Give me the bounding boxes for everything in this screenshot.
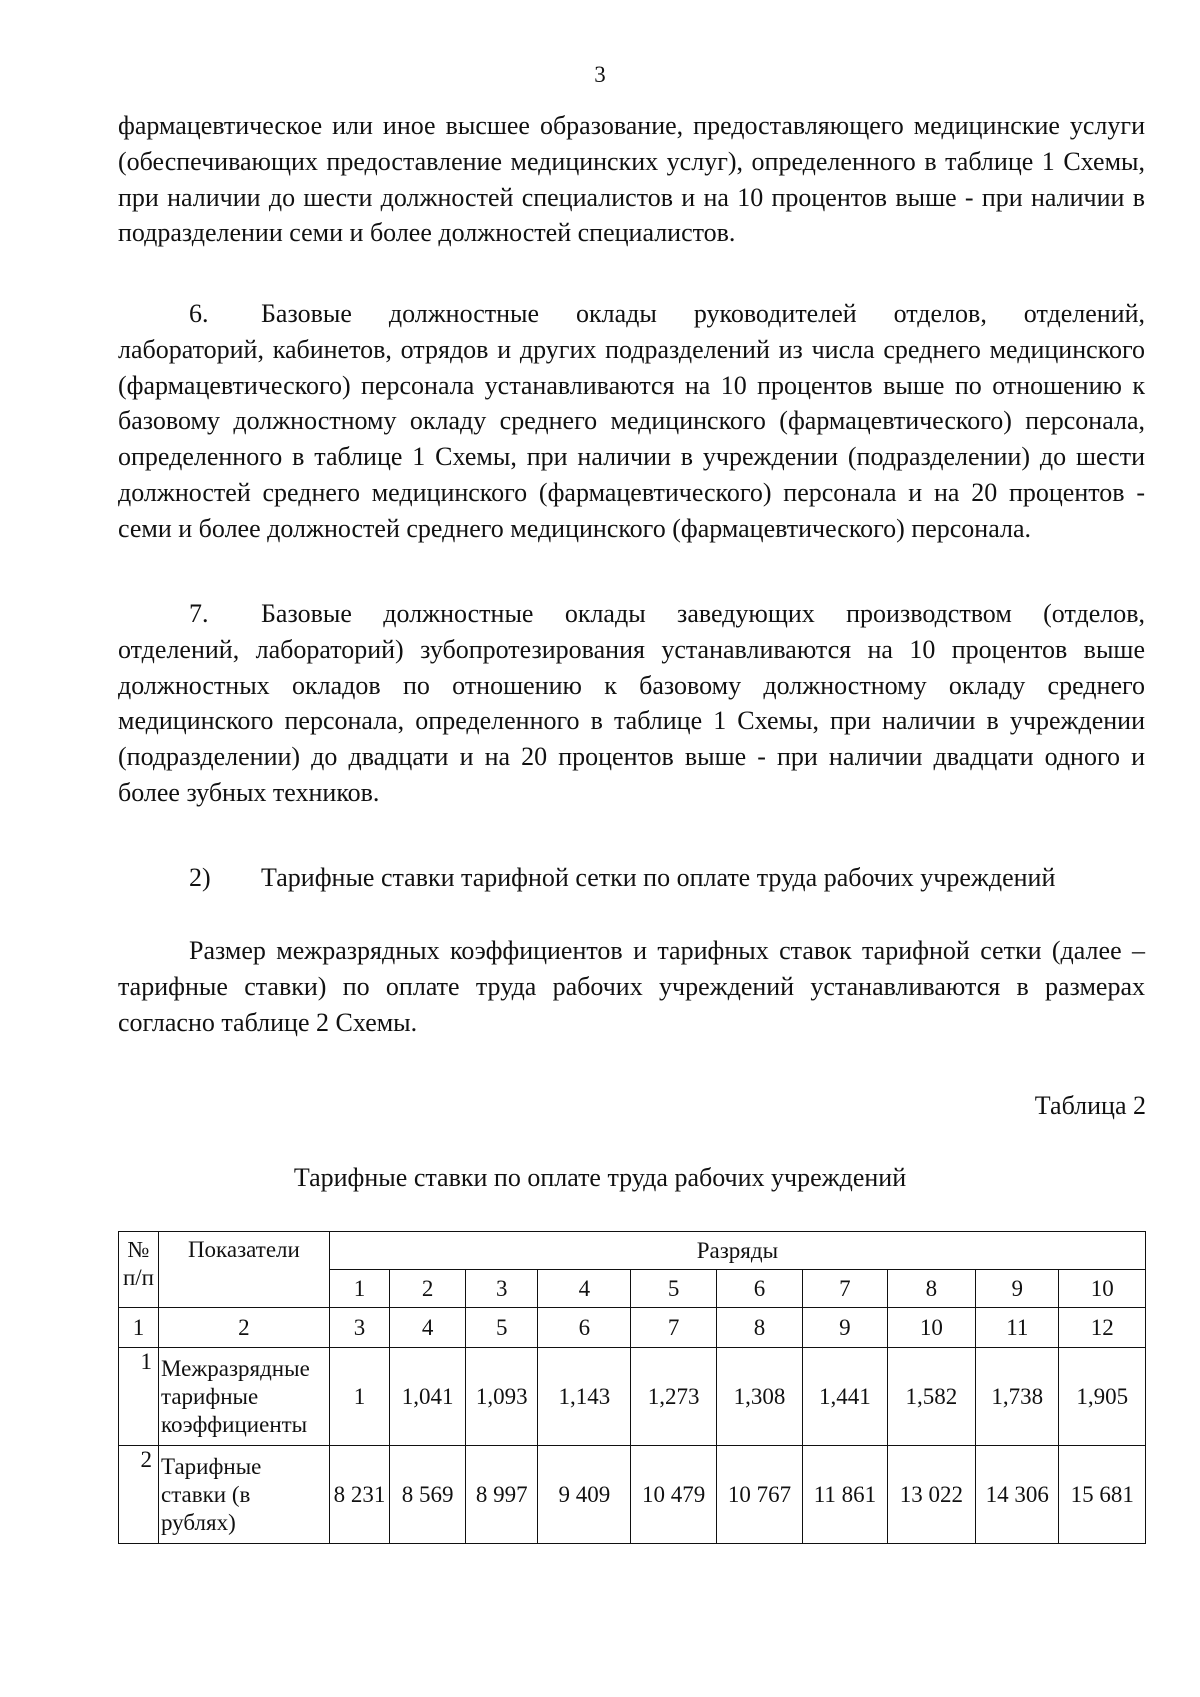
table-title: Тарифные ставки по оплате труда рабочих учреждений	[293, 1163, 907, 1192]
section-2-title: Тарифные ставки тарифной сетки по оплате труда рабочих учреждений	[261, 863, 1056, 892]
index-cell: 12	[1059, 1308, 1146, 1348]
grade-cell: 3	[465, 1270, 537, 1308]
table-row	[119, 1348, 1146, 1446]
page-number: 3	[594, 62, 606, 87]
value-cell: 1,093	[465, 1348, 537, 1446]
paragraph-continuation: фармацевтическое или иное высшее образование, предоставляющего медицинские услуги (обеспечивающих предоставление медицинских услуг), определенного в таблице 1 Схемы, при наличии до шести должностей специалистов и на 10 процентов выше - при наличии в подразделении семи и более должностей специалистов.	[118, 111, 1145, 248]
index-cell: 9	[803, 1308, 887, 1348]
grade-cell: 1	[329, 1270, 390, 1308]
index-cell: 5	[465, 1308, 537, 1348]
table-label: Таблица 2	[1034, 1091, 1146, 1120]
value-cell: 13 022	[887, 1446, 976, 1544]
col-indicator-header: Показатели	[158, 1232, 329, 1308]
value-cell: 10 479	[631, 1446, 716, 1544]
row-number-cell: 2	[119, 1446, 159, 1544]
section-2-heading	[189, 860, 1055, 896]
index-cell: 11	[976, 1308, 1059, 1348]
value-cell: 1	[329, 1348, 390, 1446]
rates-table	[118, 1231, 1146, 1544]
section-2-number: 2)	[189, 863, 211, 892]
value-cell: 1,041	[390, 1348, 466, 1446]
value-cell: 1,308	[716, 1348, 802, 1446]
table-header-row	[119, 1232, 1146, 1270]
index-cell: 10	[887, 1308, 976, 1348]
col-no-header: № п/п	[119, 1232, 159, 1308]
value-cell: 1,441	[803, 1348, 887, 1446]
value-cell: 1,582	[887, 1348, 976, 1446]
intro-paragraph: Размер межразрядных коэффициентов и тарифных ставок тарифной сетки (далее – тарифные ставки) по оплате труда рабочих учреждений устанавливаются в размерах согласно таблице 2 Схемы.	[118, 936, 1145, 1037]
indicator-cell: Тарифные ставки (в рублях)	[158, 1446, 329, 1544]
index-cell: 7	[631, 1308, 716, 1348]
index-cell: 8	[716, 1308, 802, 1348]
value-cell: 8 569	[390, 1446, 466, 1544]
item-7-number: 7.	[189, 599, 209, 628]
index-cell: 4	[390, 1308, 466, 1348]
value-cell: 8 231	[329, 1446, 390, 1544]
item-7-paragraph	[118, 596, 1145, 811]
item-7-text: Базовые должностные оклады заведующих производством (отделов, отделений, лабораторий) зубопротезирования устанавливаются на 10 процентов выше должностных окладов по отношению к базовому должностному окладу среднего медицинского персонала, определенного в таблице 1 Схемы, при наличии в учреждении (подразделении) до двадцати и на 20 процентов выше - при наличии двадцати одного и более зубных техников.	[118, 599, 1145, 807]
grade-cell: 7	[803, 1270, 887, 1308]
index-cell: 1	[119, 1308, 159, 1348]
indicator-cell: Межразрядные тарифные коэффициенты	[158, 1348, 329, 1446]
item-6-text: Базовые должностные оклады руководителей отделов, отделений, лабораторий, кабинетов, отрядов и других подразделений из числа среднего медицинского (фармацевтического) персонала устанавливаются на 10 процентов выше по отношению к базовому должностному окладу среднего медицинского (фармацевтического) персонала, определенного в таблице 1 Схемы, при наличии в учреждении (подразделении) до шести должностей среднего медицинского (фармацевтического) персонала и на 20 процентов - семи и более должностей среднего медицинского (фармацевтического) персонала.	[118, 299, 1145, 543]
table-row	[119, 1446, 1146, 1544]
grade-cell: 4	[538, 1270, 631, 1308]
grade-cell: 9	[976, 1270, 1059, 1308]
item-6-number: 6.	[189, 299, 209, 328]
grade-cell: 2	[390, 1270, 466, 1308]
index-cell: 3	[329, 1308, 390, 1348]
grade-cell: 5	[631, 1270, 716, 1308]
value-cell: 1,738	[976, 1348, 1059, 1446]
index-cell: 6	[538, 1308, 631, 1348]
grade-cell: 8	[887, 1270, 976, 1308]
value-cell: 9 409	[538, 1446, 631, 1544]
col-grades-header: Разряды	[329, 1232, 1145, 1270]
value-cell: 15 681	[1059, 1446, 1146, 1544]
grade-cell: 10	[1059, 1270, 1146, 1308]
value-cell: 1,905	[1059, 1348, 1146, 1446]
value-cell: 11 861	[803, 1446, 887, 1544]
grade-cell: 6	[716, 1270, 802, 1308]
value-cell: 8 997	[465, 1446, 537, 1544]
value-cell: 10 767	[716, 1446, 802, 1544]
item-6-paragraph	[118, 296, 1145, 547]
value-cell: 1,143	[538, 1348, 631, 1446]
value-cell: 1,273	[631, 1348, 716, 1446]
row-number-cell: 1	[119, 1348, 159, 1446]
column-index-row	[119, 1308, 1146, 1348]
index-cell: 2	[158, 1308, 329, 1348]
value-cell: 14 306	[976, 1446, 1059, 1544]
